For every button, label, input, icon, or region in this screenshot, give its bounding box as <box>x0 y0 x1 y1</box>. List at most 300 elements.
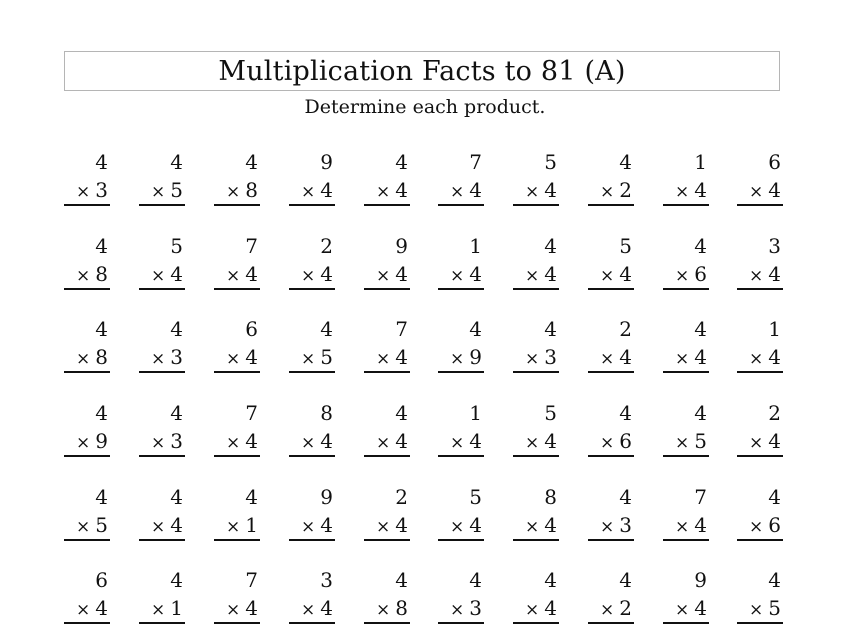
multiplicand: 6 <box>245 317 258 341</box>
problem-12 <box>139 234 185 292</box>
answer-line <box>737 622 783 624</box>
problem-2 <box>139 150 185 208</box>
answer-line <box>737 539 783 541</box>
multiplier: 8 <box>95 262 108 286</box>
multiplier-line <box>675 262 707 288</box>
multiplicand: 9 <box>320 485 333 509</box>
multiplier: 4 <box>245 262 258 286</box>
multiplier-line <box>525 262 557 288</box>
answer-line <box>139 288 185 290</box>
multiplicand: 4 <box>619 485 632 509</box>
multiplier: 9 <box>469 345 482 369</box>
multiplier-line <box>376 262 408 288</box>
multiplier: 4 <box>768 429 781 453</box>
multiplier-line <box>675 178 707 204</box>
multiply-sign: × <box>525 182 540 202</box>
problem-9 <box>663 150 709 208</box>
multiplier-line <box>600 596 632 622</box>
answer-line <box>737 204 783 206</box>
multiplier: 4 <box>469 513 482 537</box>
multiplier: 4 <box>245 429 258 453</box>
problem-29 <box>663 317 709 375</box>
problem-14 <box>289 234 335 292</box>
problem-59 <box>663 568 709 626</box>
multiplicand: 2 <box>619 317 632 341</box>
multiplier-line <box>151 596 183 622</box>
multiplier: 4 <box>245 345 258 369</box>
answer-line <box>64 539 110 541</box>
answer-line <box>588 539 634 541</box>
multiplier-line <box>76 513 108 539</box>
multiplicand: 4 <box>245 485 258 509</box>
multiplicand: 9 <box>320 150 333 174</box>
problem-21 <box>64 317 110 375</box>
multiply-sign: × <box>749 349 764 369</box>
multiplier: 4 <box>395 429 408 453</box>
multiply-sign: × <box>600 349 615 369</box>
multiplier: 9 <box>95 429 108 453</box>
multiplier-line <box>226 345 258 371</box>
multiplicand: 5 <box>544 150 557 174</box>
problem-6 <box>438 150 484 208</box>
multiplier: 1 <box>170 596 183 620</box>
multiply-sign: × <box>151 517 166 537</box>
worksheet-title: Multiplication Facts to 81 (A) <box>218 55 626 87</box>
multiply-sign: × <box>376 600 391 620</box>
answer-line <box>663 204 709 206</box>
answer-line <box>513 622 559 624</box>
multiply-sign: × <box>301 600 316 620</box>
answer-line <box>588 371 634 373</box>
problem-51 <box>64 568 110 626</box>
multiplier-line <box>450 513 482 539</box>
problem-33 <box>214 401 260 459</box>
multiply-sign: × <box>675 600 690 620</box>
multiplicand: 4 <box>619 568 632 592</box>
multiplicand: 7 <box>395 317 408 341</box>
multiplier-line <box>301 429 333 455</box>
problem-53 <box>214 568 260 626</box>
answer-line <box>364 455 410 457</box>
problem-36 <box>438 401 484 459</box>
multiply-sign: × <box>376 182 391 202</box>
multiply-sign: × <box>450 517 465 537</box>
problem-49 <box>663 485 709 543</box>
multiplicand: 1 <box>469 234 482 258</box>
multiplicand: 4 <box>170 485 183 509</box>
problem-31 <box>64 401 110 459</box>
multiplier: 4 <box>469 262 482 286</box>
multiplicand: 7 <box>694 485 707 509</box>
answer-line <box>214 622 260 624</box>
multiplier-line <box>749 178 781 204</box>
multiplier-line <box>76 262 108 288</box>
answer-line <box>737 371 783 373</box>
multiplicand: 9 <box>395 234 408 258</box>
multiply-sign: × <box>749 600 764 620</box>
multiplier: 4 <box>469 178 482 202</box>
answer-line <box>663 539 709 541</box>
multiplier-line <box>525 596 557 622</box>
answer-line <box>139 371 185 373</box>
multiplier: 4 <box>768 345 781 369</box>
multiplier: 4 <box>694 596 707 620</box>
problem-42 <box>139 485 185 543</box>
problem-60 <box>737 568 783 626</box>
multiplicand: 4 <box>95 317 108 341</box>
multiplicand: 4 <box>469 568 482 592</box>
problem-8 <box>588 150 634 208</box>
multiplicand: 4 <box>768 568 781 592</box>
answer-line <box>438 204 484 206</box>
multiplier-line <box>151 513 183 539</box>
problem-34 <box>289 401 335 459</box>
multiplier: 4 <box>544 596 557 620</box>
answer-line <box>289 288 335 290</box>
multiplier-line <box>525 429 557 455</box>
multiplier: 5 <box>95 513 108 537</box>
answer-line <box>588 455 634 457</box>
multiplier-line <box>749 429 781 455</box>
multiplier: 4 <box>320 429 333 453</box>
multiplier-line <box>450 596 482 622</box>
problem-30 <box>737 317 783 375</box>
multiplicand: 4 <box>768 485 781 509</box>
multiplicand: 4 <box>619 150 632 174</box>
answer-line <box>364 288 410 290</box>
multiply-sign: × <box>600 266 615 286</box>
multiply-sign: × <box>151 600 166 620</box>
problem-5 <box>364 150 410 208</box>
multiplier-line <box>151 262 183 288</box>
problem-57 <box>513 568 559 626</box>
multiplicand: 7 <box>469 150 482 174</box>
problem-11 <box>64 234 110 292</box>
multiplier-line <box>301 345 333 371</box>
multiply-sign: × <box>226 600 241 620</box>
problem-45 <box>364 485 410 543</box>
problem-24 <box>289 317 335 375</box>
multiplier: 4 <box>694 178 707 202</box>
multiplicand: 1 <box>694 150 707 174</box>
multiplier: 4 <box>544 178 557 202</box>
answer-line <box>364 371 410 373</box>
problem-44 <box>289 485 335 543</box>
multiplier-line <box>226 429 258 455</box>
multiplier-line <box>226 262 258 288</box>
multiplicand: 2 <box>395 485 408 509</box>
multiplicand: 5 <box>170 234 183 258</box>
answer-line <box>588 204 634 206</box>
answer-line <box>438 539 484 541</box>
answer-line <box>139 539 185 541</box>
multiply-sign: × <box>600 433 615 453</box>
multiplicand: 4 <box>395 401 408 425</box>
multiplier: 4 <box>395 513 408 537</box>
problem-56 <box>438 568 484 626</box>
multiplier-line <box>749 345 781 371</box>
multiplier: 5 <box>320 345 333 369</box>
multiply-sign: × <box>749 433 764 453</box>
problem-41 <box>64 485 110 543</box>
answer-line <box>364 204 410 206</box>
multiply-sign: × <box>675 433 690 453</box>
multiply-sign: × <box>525 517 540 537</box>
answer-line <box>214 204 260 206</box>
problem-50 <box>737 485 783 543</box>
multiplier-line <box>76 429 108 455</box>
multiplier: 6 <box>694 262 707 286</box>
multiply-sign: × <box>76 517 91 537</box>
multiply-sign: × <box>301 349 316 369</box>
problem-35 <box>364 401 410 459</box>
multiply-sign: × <box>600 600 615 620</box>
multiply-sign: × <box>675 266 690 286</box>
multiplier-line <box>600 429 632 455</box>
answer-line <box>513 371 559 373</box>
multiplier-line <box>675 429 707 455</box>
answer-line <box>737 288 783 290</box>
problem-43 <box>214 485 260 543</box>
multiplier-line <box>600 345 632 371</box>
answer-line <box>513 539 559 541</box>
answer-line <box>289 455 335 457</box>
multiplier-line <box>450 262 482 288</box>
multiplier: 4 <box>768 262 781 286</box>
multiplier: 4 <box>619 345 632 369</box>
multiply-sign: × <box>226 349 241 369</box>
multiplicand: 4 <box>544 317 557 341</box>
problem-16 <box>438 234 484 292</box>
answer-line <box>214 455 260 457</box>
multiplicand: 4 <box>320 317 333 341</box>
answer-line <box>588 622 634 624</box>
problem-39 <box>663 401 709 459</box>
multiplier-line <box>675 596 707 622</box>
multiply-sign: × <box>151 266 166 286</box>
multiplicand: 1 <box>768 317 781 341</box>
problem-40 <box>737 401 783 459</box>
multiplicand: 1 <box>469 401 482 425</box>
multiplicand: 4 <box>95 234 108 258</box>
multiply-sign: × <box>76 433 91 453</box>
multiplier: 1 <box>245 513 258 537</box>
multiplier-line <box>76 596 108 622</box>
multiplier-line <box>301 178 333 204</box>
multiplicand: 6 <box>768 150 781 174</box>
multiply-sign: × <box>151 433 166 453</box>
multiplier-line <box>376 178 408 204</box>
multiply-sign: × <box>301 182 316 202</box>
multiply-sign: × <box>76 182 91 202</box>
multiplicand: 4 <box>694 317 707 341</box>
multiply-sign: × <box>600 517 615 537</box>
multiplicand: 4 <box>95 150 108 174</box>
answer-line <box>214 371 260 373</box>
multiplier: 3 <box>170 345 183 369</box>
answer-line <box>214 539 260 541</box>
multiplier: 4 <box>544 429 557 453</box>
multiply-sign: × <box>376 349 391 369</box>
multiplicand: 7 <box>245 234 258 258</box>
problem-25 <box>364 317 410 375</box>
multiplier-line <box>151 178 183 204</box>
multiplier-line <box>600 513 632 539</box>
problem-18 <box>588 234 634 292</box>
multiplicand: 4 <box>395 150 408 174</box>
answer-line <box>438 288 484 290</box>
problem-13 <box>214 234 260 292</box>
multiplier: 3 <box>544 345 557 369</box>
multiplier-line <box>450 429 482 455</box>
problem-20 <box>737 234 783 292</box>
answer-line <box>737 455 783 457</box>
multiplier: 3 <box>469 596 482 620</box>
multiplier: 4 <box>395 345 408 369</box>
answer-line <box>64 204 110 206</box>
multiply-sign: × <box>226 182 241 202</box>
multiply-sign: × <box>450 182 465 202</box>
multiplier: 2 <box>619 596 632 620</box>
multiplier-line <box>450 345 482 371</box>
multiply-sign: × <box>76 600 91 620</box>
answer-line <box>438 622 484 624</box>
problem-52 <box>139 568 185 626</box>
multiplier-line <box>525 513 557 539</box>
multiplicand: 5 <box>469 485 482 509</box>
answer-line <box>438 455 484 457</box>
multiplier: 4 <box>544 513 557 537</box>
multiplier: 4 <box>170 513 183 537</box>
multiplier: 4 <box>544 262 557 286</box>
answer-line <box>364 539 410 541</box>
multiply-sign: × <box>76 349 91 369</box>
multiplicand: 4 <box>544 568 557 592</box>
answer-line <box>438 371 484 373</box>
answer-line <box>289 539 335 541</box>
multiply-sign: × <box>749 182 764 202</box>
answer-line <box>139 622 185 624</box>
multiplier-line <box>675 513 707 539</box>
multiply-sign: × <box>450 600 465 620</box>
answer-line <box>64 371 110 373</box>
multiplier: 2 <box>619 178 632 202</box>
answer-line <box>513 455 559 457</box>
multiplier-line <box>450 178 482 204</box>
answer-line <box>64 622 110 624</box>
multiplier: 4 <box>395 262 408 286</box>
multiply-sign: × <box>450 433 465 453</box>
multiply-sign: × <box>525 433 540 453</box>
multiplicand: 4 <box>170 401 183 425</box>
answer-line <box>588 288 634 290</box>
multiplier: 8 <box>245 178 258 202</box>
problem-38 <box>588 401 634 459</box>
multiplier: 5 <box>170 178 183 202</box>
multiplier-line <box>376 345 408 371</box>
answer-line <box>289 622 335 624</box>
multiplier-line <box>301 513 333 539</box>
multiplier: 3 <box>619 513 632 537</box>
problem-46 <box>438 485 484 543</box>
multiplicand: 4 <box>469 317 482 341</box>
answer-line <box>139 204 185 206</box>
multiplicand: 7 <box>245 401 258 425</box>
answer-line <box>289 371 335 373</box>
multiplier: 4 <box>245 596 258 620</box>
multiplier: 3 <box>170 429 183 453</box>
multiply-sign: × <box>226 266 241 286</box>
multiplier: 5 <box>768 596 781 620</box>
problem-17 <box>513 234 559 292</box>
multiply-sign: × <box>301 433 316 453</box>
multiply-sign: × <box>301 517 316 537</box>
multiply-sign: × <box>151 182 166 202</box>
problem-23 <box>214 317 260 375</box>
multiply-sign: × <box>749 266 764 286</box>
problem-32 <box>139 401 185 459</box>
multiply-sign: × <box>525 266 540 286</box>
multiplier-line <box>675 345 707 371</box>
multiplicand: 8 <box>320 401 333 425</box>
multiplier: 4 <box>694 513 707 537</box>
multiplier-line <box>525 345 557 371</box>
problem-22 <box>139 317 185 375</box>
answer-line <box>513 204 559 206</box>
multiply-sign: × <box>450 266 465 286</box>
multiply-sign: × <box>675 517 690 537</box>
multiplier: 4 <box>320 513 333 537</box>
multiplier-line <box>76 345 108 371</box>
multiplier: 4 <box>619 262 632 286</box>
multiply-sign: × <box>376 517 391 537</box>
multiply-sign: × <box>76 266 91 286</box>
problem-54 <box>289 568 335 626</box>
multiplier: 6 <box>768 513 781 537</box>
problem-37 <box>513 401 559 459</box>
problem-28 <box>588 317 634 375</box>
problem-55 <box>364 568 410 626</box>
multiply-sign: × <box>525 349 540 369</box>
answer-line <box>214 288 260 290</box>
multiplier: 4 <box>395 178 408 202</box>
multiplier-line <box>376 429 408 455</box>
multiply-sign: × <box>525 600 540 620</box>
multiplicand: 4 <box>694 234 707 258</box>
multiplicand: 3 <box>320 568 333 592</box>
worksheet-instructions: Determine each product. <box>304 96 546 118</box>
multiplicand: 4 <box>170 568 183 592</box>
multiplier-line <box>226 596 258 622</box>
problem-10 <box>737 150 783 208</box>
multiplicand: 4 <box>170 150 183 174</box>
answer-line <box>663 371 709 373</box>
answer-line <box>139 455 185 457</box>
problem-26 <box>438 317 484 375</box>
multiply-sign: × <box>675 182 690 202</box>
problem-7 <box>513 150 559 208</box>
problem-27 <box>513 317 559 375</box>
multiply-sign: × <box>376 266 391 286</box>
multiplicand: 8 <box>544 485 557 509</box>
multiplicand: 4 <box>95 485 108 509</box>
multiplier: 4 <box>694 345 707 369</box>
multiplier-line <box>301 262 333 288</box>
multiplier-line <box>525 178 557 204</box>
problem-1 <box>64 150 110 208</box>
multiplier-line <box>600 178 632 204</box>
multiplicand: 6 <box>95 568 108 592</box>
